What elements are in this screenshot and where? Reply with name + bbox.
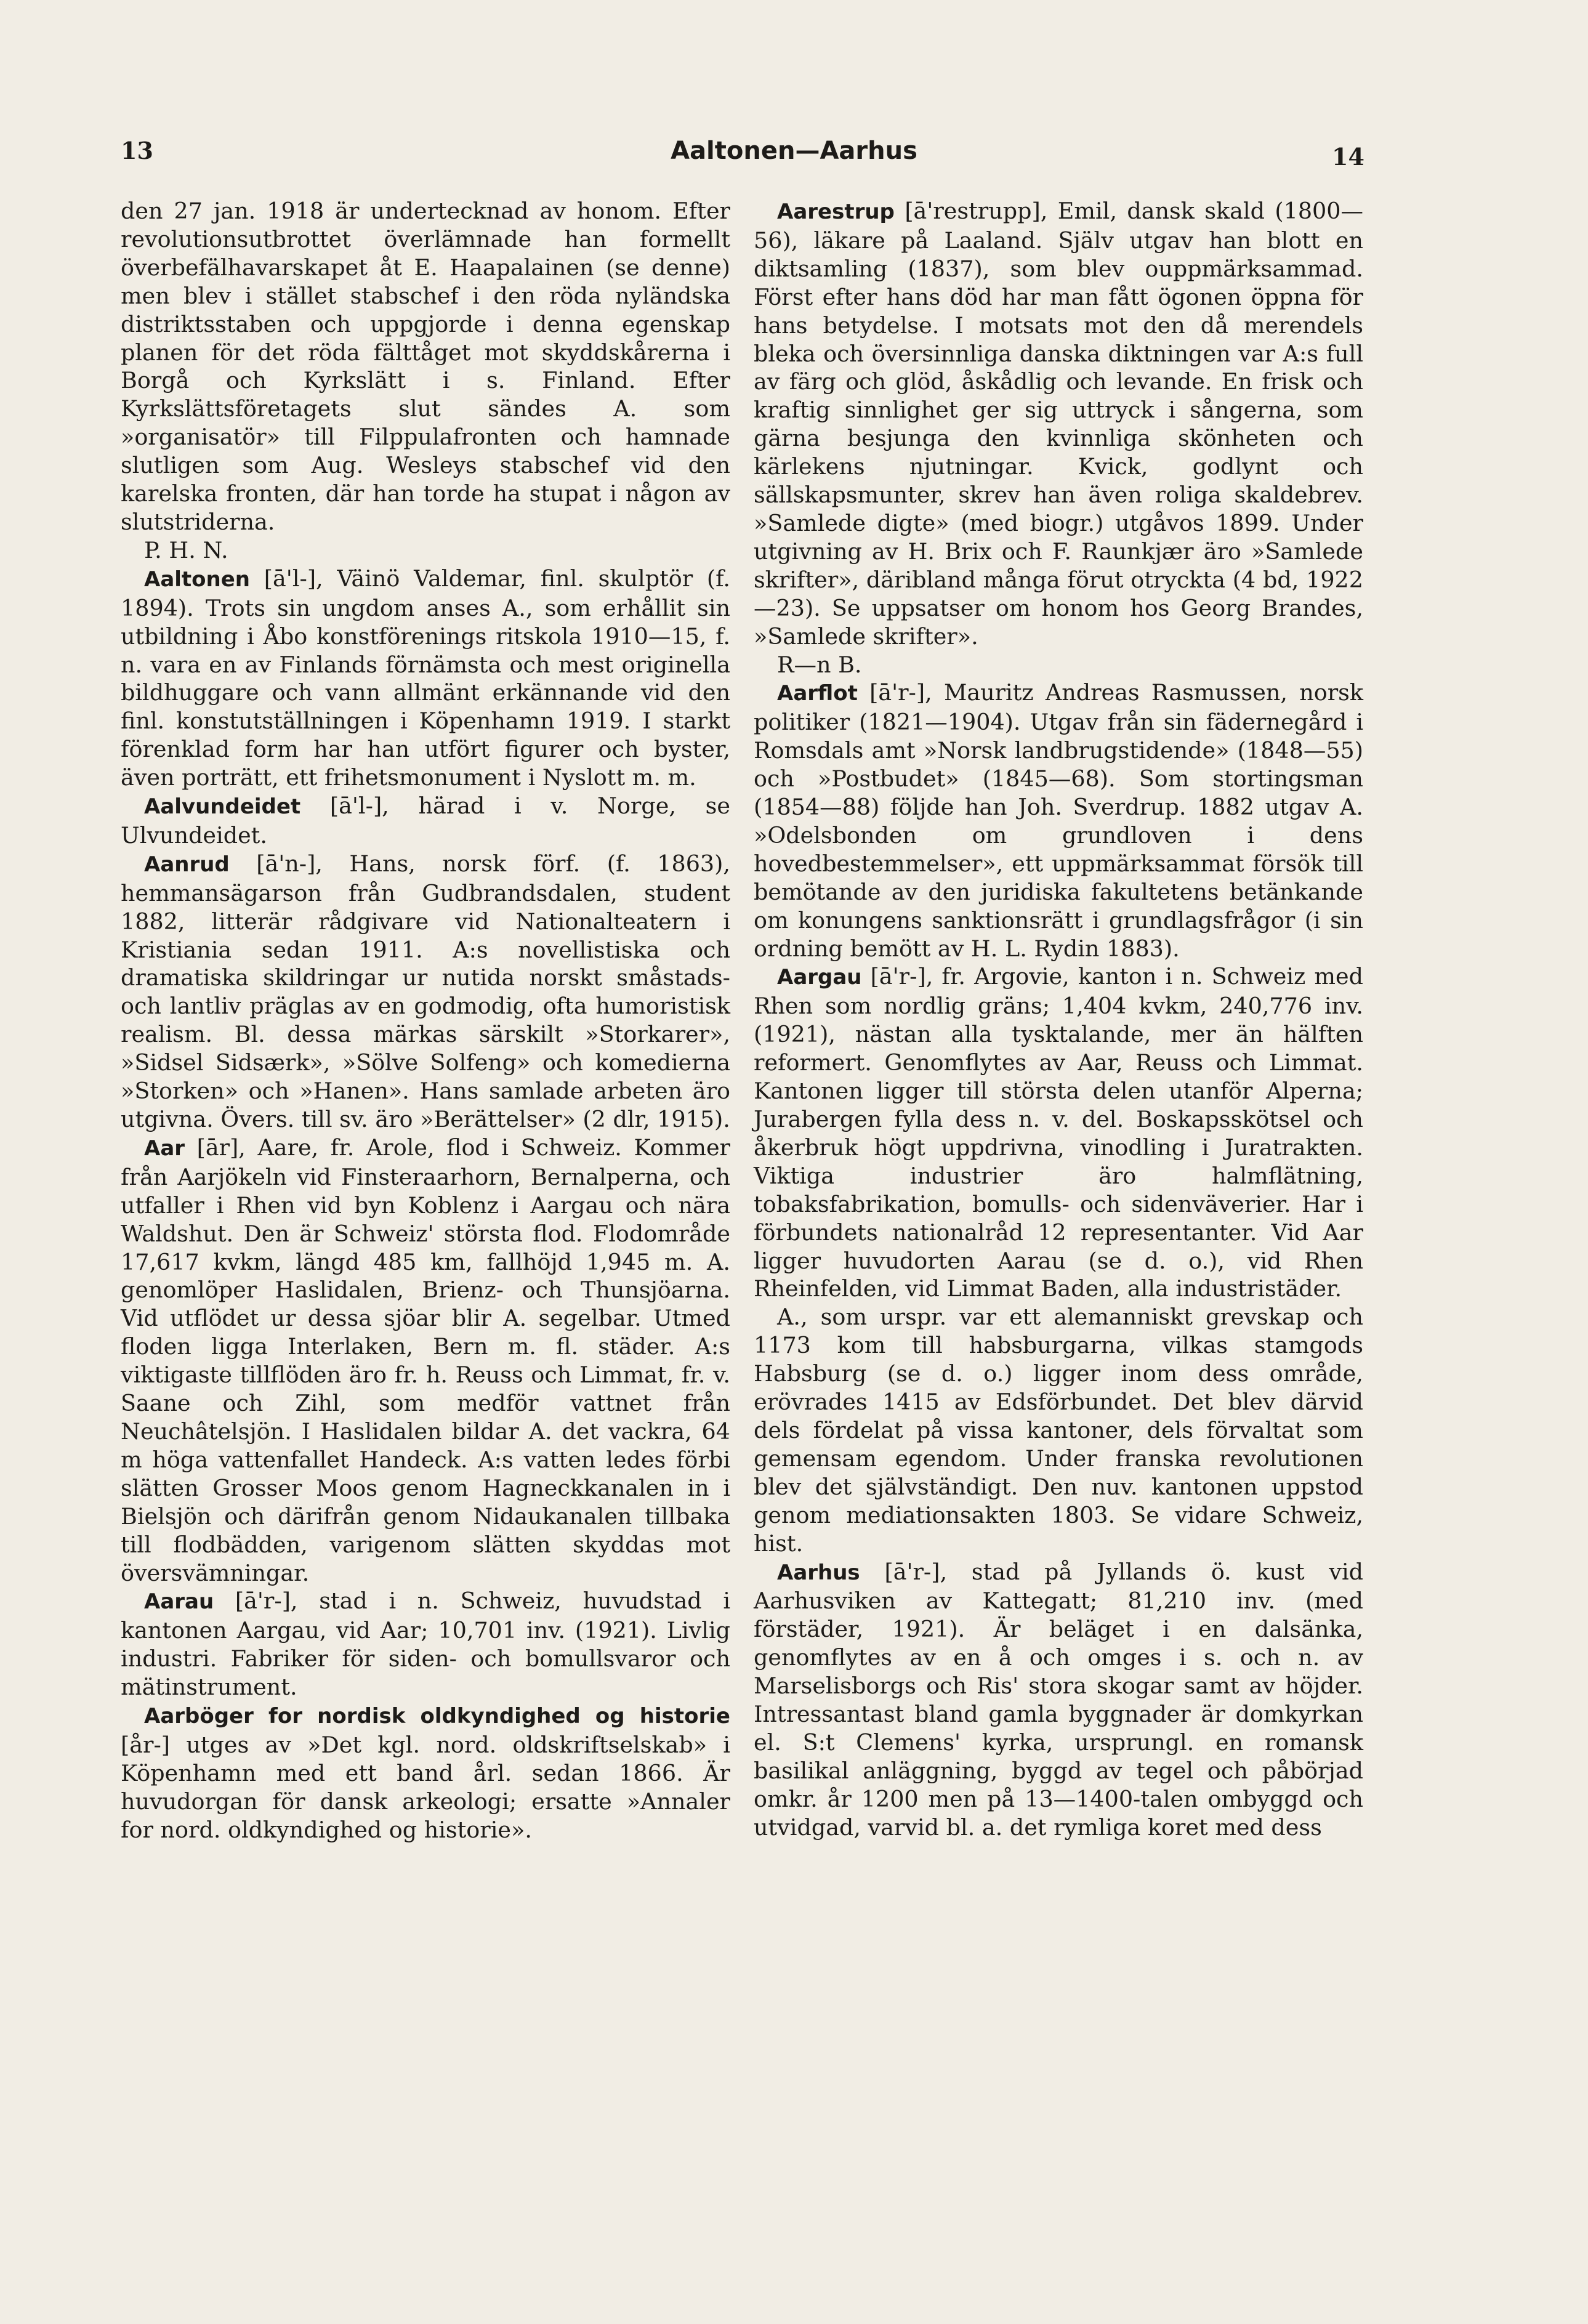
right-column [754, 197, 1363, 1842]
article-entry [754, 1303, 1363, 1557]
author-signature: R—n B. [777, 651, 862, 678]
article-entry [121, 1701, 730, 1844]
entry-text: [ā'l-], härad i v. Norge, se Ulvundeidet. [121, 793, 730, 849]
entry-text: [ā'n-], Hans, norsk förf. (f. 1863), hemmansägarson från Gudbrandsdalen, student 1882, litterär rådgivare vid Nationalteatern i Kristiania sedan 1911. A:s novellistiska och dramatiska skildringar ur nutida norskt småstads- och lantliv präglas av en godmodig, ofta humoristisk realism. Bl. dessa märkas särskilt »Storkarer», »Sidsel Sidsærk», »Sölve Solfeng» och komedierna »Storken» och »Hanen». Hans samlade arbeten äro utgivna. Övers. till sv. äro »Berättelser» (2 dlr, 1915). [121, 850, 730, 1132]
entry-text: A., som urspr. var ett alemanniskt grevskap och 1173 kom till habsburgarna, vilkas stamgods Habsburg (se d. o.) ligger inom dess område, erövrades 1415 av Edsförbundet. Det blev därvid dels fördelat på vissa kantoner, dels förvaltat som gemensam egendom. Under franska revolutionen blev det självständigt. Den nuv. kantonen uppstod genom mediationsakten 1803. Se vidare Schweiz, hist. [754, 1304, 1363, 1557]
running-head: Aaltonen—Aarhus [671, 137, 917, 165]
article-entry [121, 1134, 730, 1588]
article-entry [754, 962, 1363, 1303]
entry-text: [ā'r-], fr. Argovie, kanton i n. Schweiz med Rhen som nordlig gräns; 1,404 kvkm, 240,776 inv. (1921), nästan alla tysktalande, mer än hälften reformert. Genomflytes av Aar, Reuss och Limmat. Kantonen ligger till största delen utanför Alperna; Jurabergen fylla dess n. v. del. Boskapsskötsel och åkerbruk högt uppdrivna, vinodling i Juratrakten. Viktiga industrier äro halmflätning, tobaksfabrikation, bomulls- och sidenväverier. Har i förbundets nationalråd 12 representanter. Vid Aar ligger huvudorten Aarau (se d. o.), vid Rhen Rheinfelden, vid Limmat Baden, alla industristäder. [754, 963, 1363, 1302]
article-entry [121, 850, 730, 1134]
entry-headword: Aarflot [777, 681, 858, 706]
entry-headword: Aar [144, 1136, 185, 1161]
right-page-number: 14 [1332, 143, 1364, 171]
entry-text: [ā'l-], Väinö Valdemar, finl. skulptör (f. 1894). Trots sin ungdom anses A., som erhållit sin utbildning i Åbo konstförenings ritskola 1910—15, f. n. vara en av Finlands förnämsta och mest originella bildhuggare och vann allmänt erkännande vid den finl. konstutställningen i Köpenhamn 1919. I starkt förenklad form har han utfört figurer och byster, även porträtt, ett frihetsmonument i Nyslott m. m. [121, 565, 730, 791]
article-entry [121, 565, 730, 792]
article-entry [754, 197, 1363, 651]
entry-text: [ā'r-], stad på Jyllands ö. kust vid Aarhusviken av Kattegatt; 81,210 inv. (med förstäder, 1921). Är beläget i en dalsänka, genomflytes av en å och omges i s. och n. av Marselisborgs och Ris' stora skogar samt av höjder. Intressantast bland gamla byggnader är domkyrkan el. S:t Clemens' kyrka, ursprungl. en romansk basilikal anläggning, byggd av tegel och påbörjad omkr. år 1200 men på 13—1400-talen ombyggd och utvidgad, varvid bl. a. det rymliga koret med dess [754, 1558, 1363, 1841]
article-entry [754, 1558, 1363, 1842]
article-entry [754, 679, 1363, 962]
left-column [121, 197, 730, 1844]
entry-headword: Aarhus [777, 1560, 860, 1585]
entry-text: den 27 jan. 1918 är undertecknad av honom. Efter revolutionsutbrottet överlämnade han formellt överbefälhavarskapet åt E. Haapalainen (se denne) men blev i stället stabschef i den röda nyländska distriktsstaben och uppgjorde i denna egenskap planen för det röda fälttåget mot skyddskårerna i Borgå och Kyrkslätt i s. Finland. Efter Kyrkslättsföretagets slut sändes A. som »organisatör» till Filppulafronten och hamnade slutligen som Aug. Wesleys stabschef vid den karelska fronten, där han torde ha stupat i någon av slutstriderna. [121, 198, 730, 535]
entry-text: [ār], Aare, fr. Arole, flod i Schweiz. Kommer från Aarjökeln vid Finsteraarhorn, Bernalperna, och utfaller i Rhen vid byn Koblenz i Aargau och nära Waldshut. Den är Schweiz' största flod. Flodområde 17,617 kvkm, längd 485 km, fallhöjd 1,945 m. A. genomlöper Haslidalen, Brienz- och Thunsjöarna. Vid utflödet ur dessa sjöar blir A. segelbar. Utmed floden ligga Interlaken, Bern m. fl. städer. A:s viktigaste tillflöden äro fr. h. Reuss och Limmat, fr. v. Saane och Zihl, som medför vattnet från Neuchâtelsjön. I Haslidalen bildar A. det vackra, 64 m höga vattenfallet Handeck. A:s vatten ledes förbi slätten Grosser Moos genom Hagneckkanalen in i Bielsjön och därifrån genom Nidaukanalen tillbaka till flodbädden, varigenom slätten skyddas mot översvämningar. [121, 1134, 730, 1586]
article-entry [121, 1587, 730, 1701]
entry-text: [år-] utges av »Det kgl. nord. oldskriftselskab» i Köpenhamn med ett band årl. sedan 1866. Är huvudorgan för dansk arkeologi; ersatte »Annaler for nord. oldkyndighed og historie». [121, 1731, 730, 1843]
entry-text: [ā'r-], stad i n. Schweiz, huvudstad i kantonen Aargau, vid Aar; 10,701 inv. (1921). Livlig industri. Fabriker för siden- och bomullsvaror och mätinstrument. [121, 1588, 730, 1701]
article-entry [121, 197, 730, 536]
entry-headword: Aalvundeidet [144, 794, 301, 820]
entry-headword: Aaltonen [144, 567, 250, 592]
left-page-number: 13 [121, 137, 153, 164]
author-signature: P. H. N. [144, 536, 228, 563]
entry-headword: Aarböger for nordisk oldkyndighed og historie [144, 1704, 730, 1729]
entry-text: [ā'r-], Mauritz Andreas Rasmussen, norsk politiker (1821—1904). Utgav från sin fädernegård i Romsdals amt »Norsk landbrugstidende» (1848—55) och »Postbudet» (1845—68). Som stortingsman (1854—88) följde han Joh. Sverdrup. 1882 utgav A. »Odelsbonden om grundloven i dens hovedbestemmelser», ett uppmärksammat försök till bemötande av den juridiska fakultetens betänkande om konungens sanktionsrätt i grundlagsfrågor (i sin ordning bemött av H. L. Rydin 1883). [754, 679, 1363, 962]
entry-headword: Aarau [144, 1589, 214, 1615]
entry-headword: Aargau [777, 965, 862, 990]
entry-text: [ā'restrupp], Emil, dansk skald (1800—56), läkare på Laaland. Själv utgav han blott en diktsamling (1837), som blev ouppmärksammad. Först efter hans död har man fått ögonen öppna för hans betydelse. I motsats mot den då merendels bleka och översinnliga danska diktningen var A:s full av färg och glöd, åskådlig och levande. En frisk och kraftig sinnlighet ger sig uttryck i sångerna, som gärna besjunga den kvinnliga skönheten och kärlekens njutningar. Kvick, godlynt och sällskapsmunter, skrev han även roliga skaldebrev. »Samlede digte» (med biogr.) utgåvos 1899. Under utgivning av H. Brix och F. Raunkjær äro »Samlede skrifter», däribland många förut otryckta (4 bd, 1922—23). Se uppsatser om honom hos Georg Brandes, »Samlede skrifter». [754, 198, 1363, 650]
article-entry [121, 792, 730, 850]
entry-headword: Aarestrup [777, 200, 895, 224]
entry-headword: Aanrud [144, 852, 230, 877]
